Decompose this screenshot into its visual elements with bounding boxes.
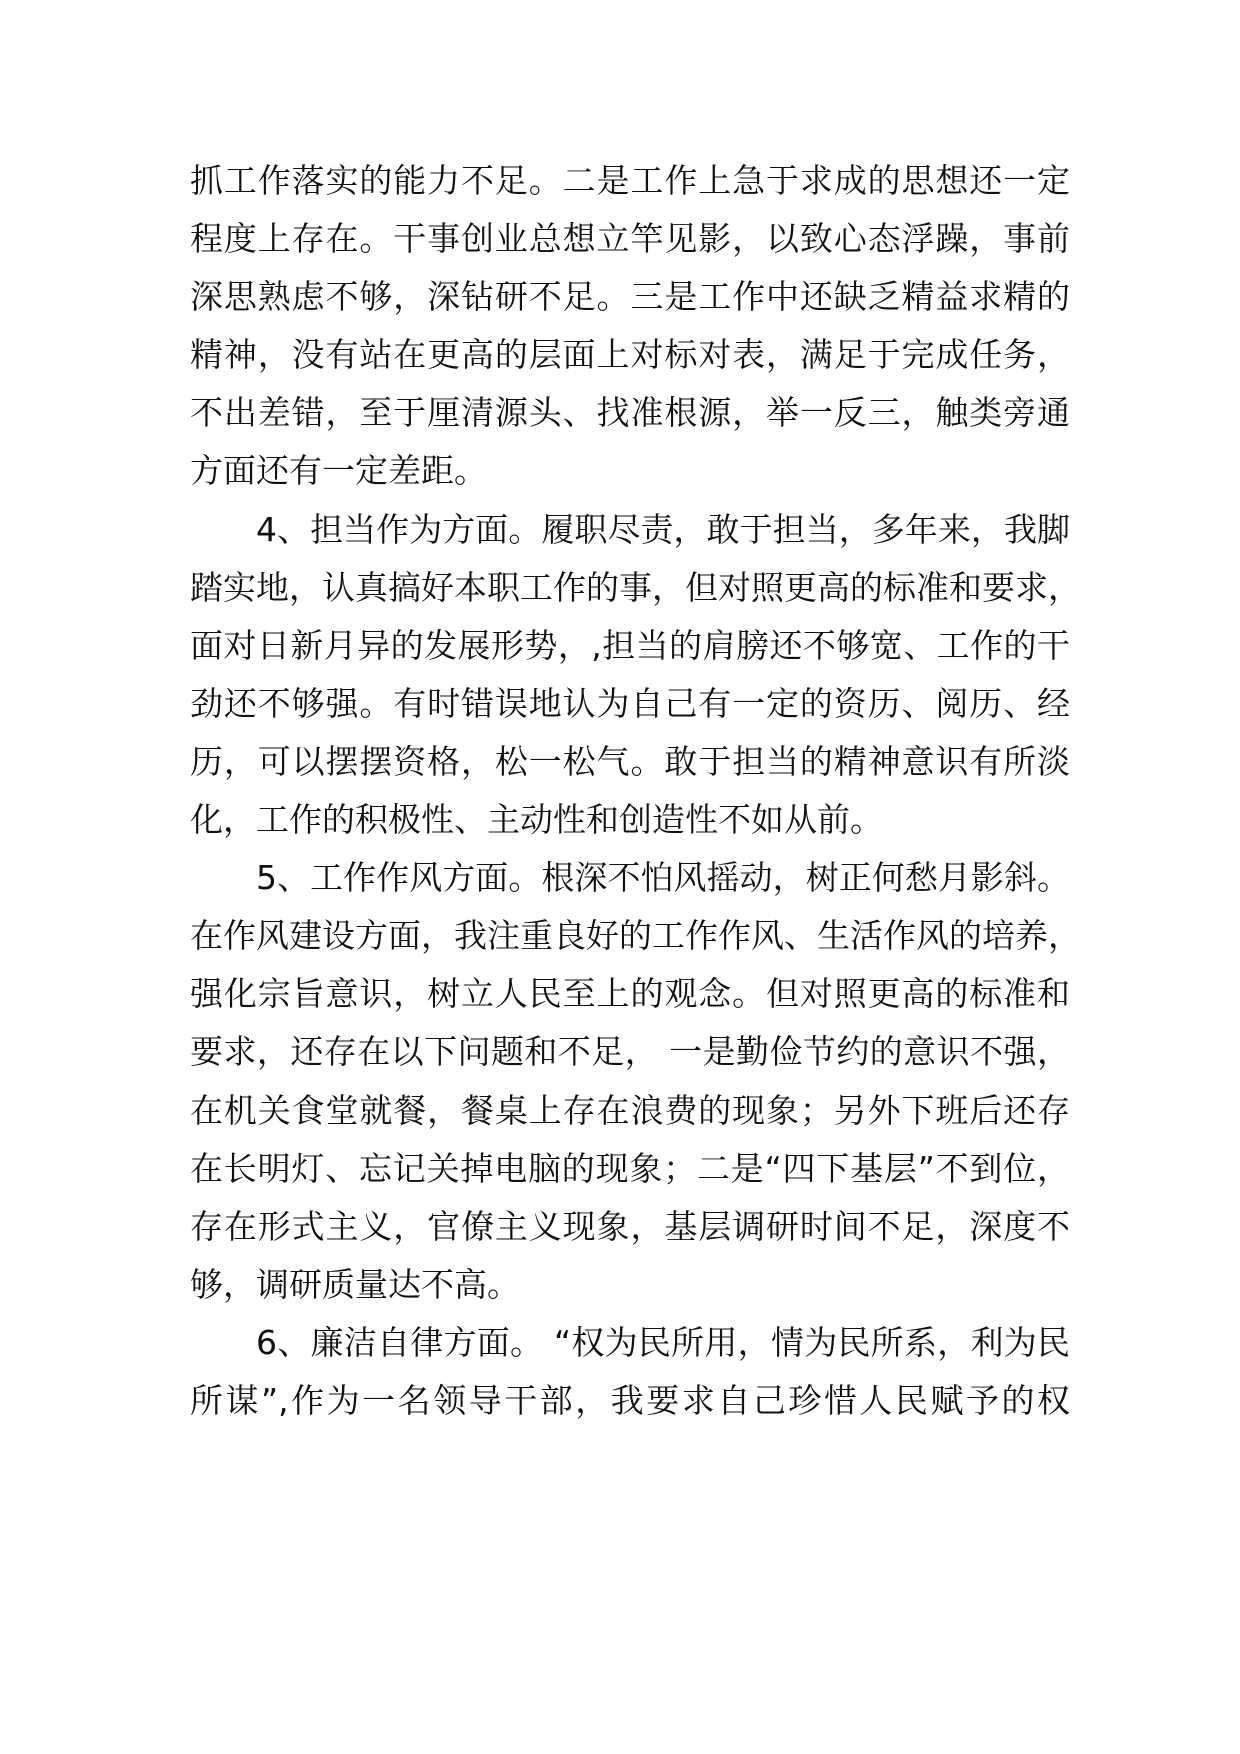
paragraph-heading-line: 5、工作作风方面。根深不怕风摇动，树正何愁月影斜。 bbox=[256, 858, 1070, 898]
document-body bbox=[190, 152, 1081, 1430]
text-line: 面对日新月异的发展形势，,担当的肩膀还不够宽、工作的干 bbox=[190, 625, 1070, 665]
text-line: 不出差错，至于厘清源头、找准根源，举一反三，触类旁通 bbox=[190, 393, 1070, 433]
text-line: 所谋”,作为一名领导干部，我要求自己珍惜人民赋予的权 bbox=[190, 1380, 1070, 1420]
text-line: 化，工作的积极性、主动性和创造性不如从前。 bbox=[190, 800, 883, 840]
text-line: 深思熟虑不够，深钻研不足。三是工作中还缺乏精益求精的 bbox=[190, 277, 1070, 317]
text-line: 够，调研质量达不高。 bbox=[190, 1264, 520, 1304]
text-line: 强化宗旨意识，树立人民至上的观念。但对照更高的标准和 bbox=[190, 974, 1070, 1014]
text-line: 程度上存在。干事创业总想立竿见影，以致心态浮躁，事前 bbox=[190, 219, 1070, 259]
text-line: 在机关食堂就餐，餐桌上存在浪费的现象；另外下班后还存 bbox=[190, 1090, 1070, 1130]
text-line: 要求，还存在以下问题和不足， 一是勤俭节约的意识不强， bbox=[190, 1032, 1070, 1072]
paragraph-heading-line: 4、担当作为方面。履职尽责，敢于担当，多年来，我脚 bbox=[256, 509, 1070, 549]
text-line: 历，可以摆摆资格，松一松气。敢于担当的精神意识有所淡 bbox=[190, 741, 1070, 781]
text-line: 劲还不够强。有时错误地认为自己有一定的资历、阅历、经 bbox=[190, 683, 1070, 723]
text-line: 在长明灯、忘记关掉电脑的现象；二是“四下基层”不到位， bbox=[190, 1148, 1070, 1188]
paragraph-heading-line: 6、廉洁自律方面。 “权为民所用，情为民所系，利为民 bbox=[256, 1322, 1070, 1362]
text-line: 踏实地，认真搞好本职工作的事，但对照更高的标准和要求， bbox=[190, 567, 1081, 607]
text-line: 方面还有一定差距。 bbox=[190, 451, 487, 491]
text-line: 存在形式主义，官僚主义现象，基层调研时间不足，深度不 bbox=[190, 1206, 1070, 1246]
text-line: 在作风建设方面，我注重良好的工作作风、生活作风的培养， bbox=[190, 916, 1081, 956]
text-line: 抓工作落实的能力不足。二是工作上急于求成的思想还一定 bbox=[190, 161, 1070, 200]
text-line: 精神，没有站在更高的层面上对标对表，满足于完成任务， bbox=[190, 335, 1070, 375]
